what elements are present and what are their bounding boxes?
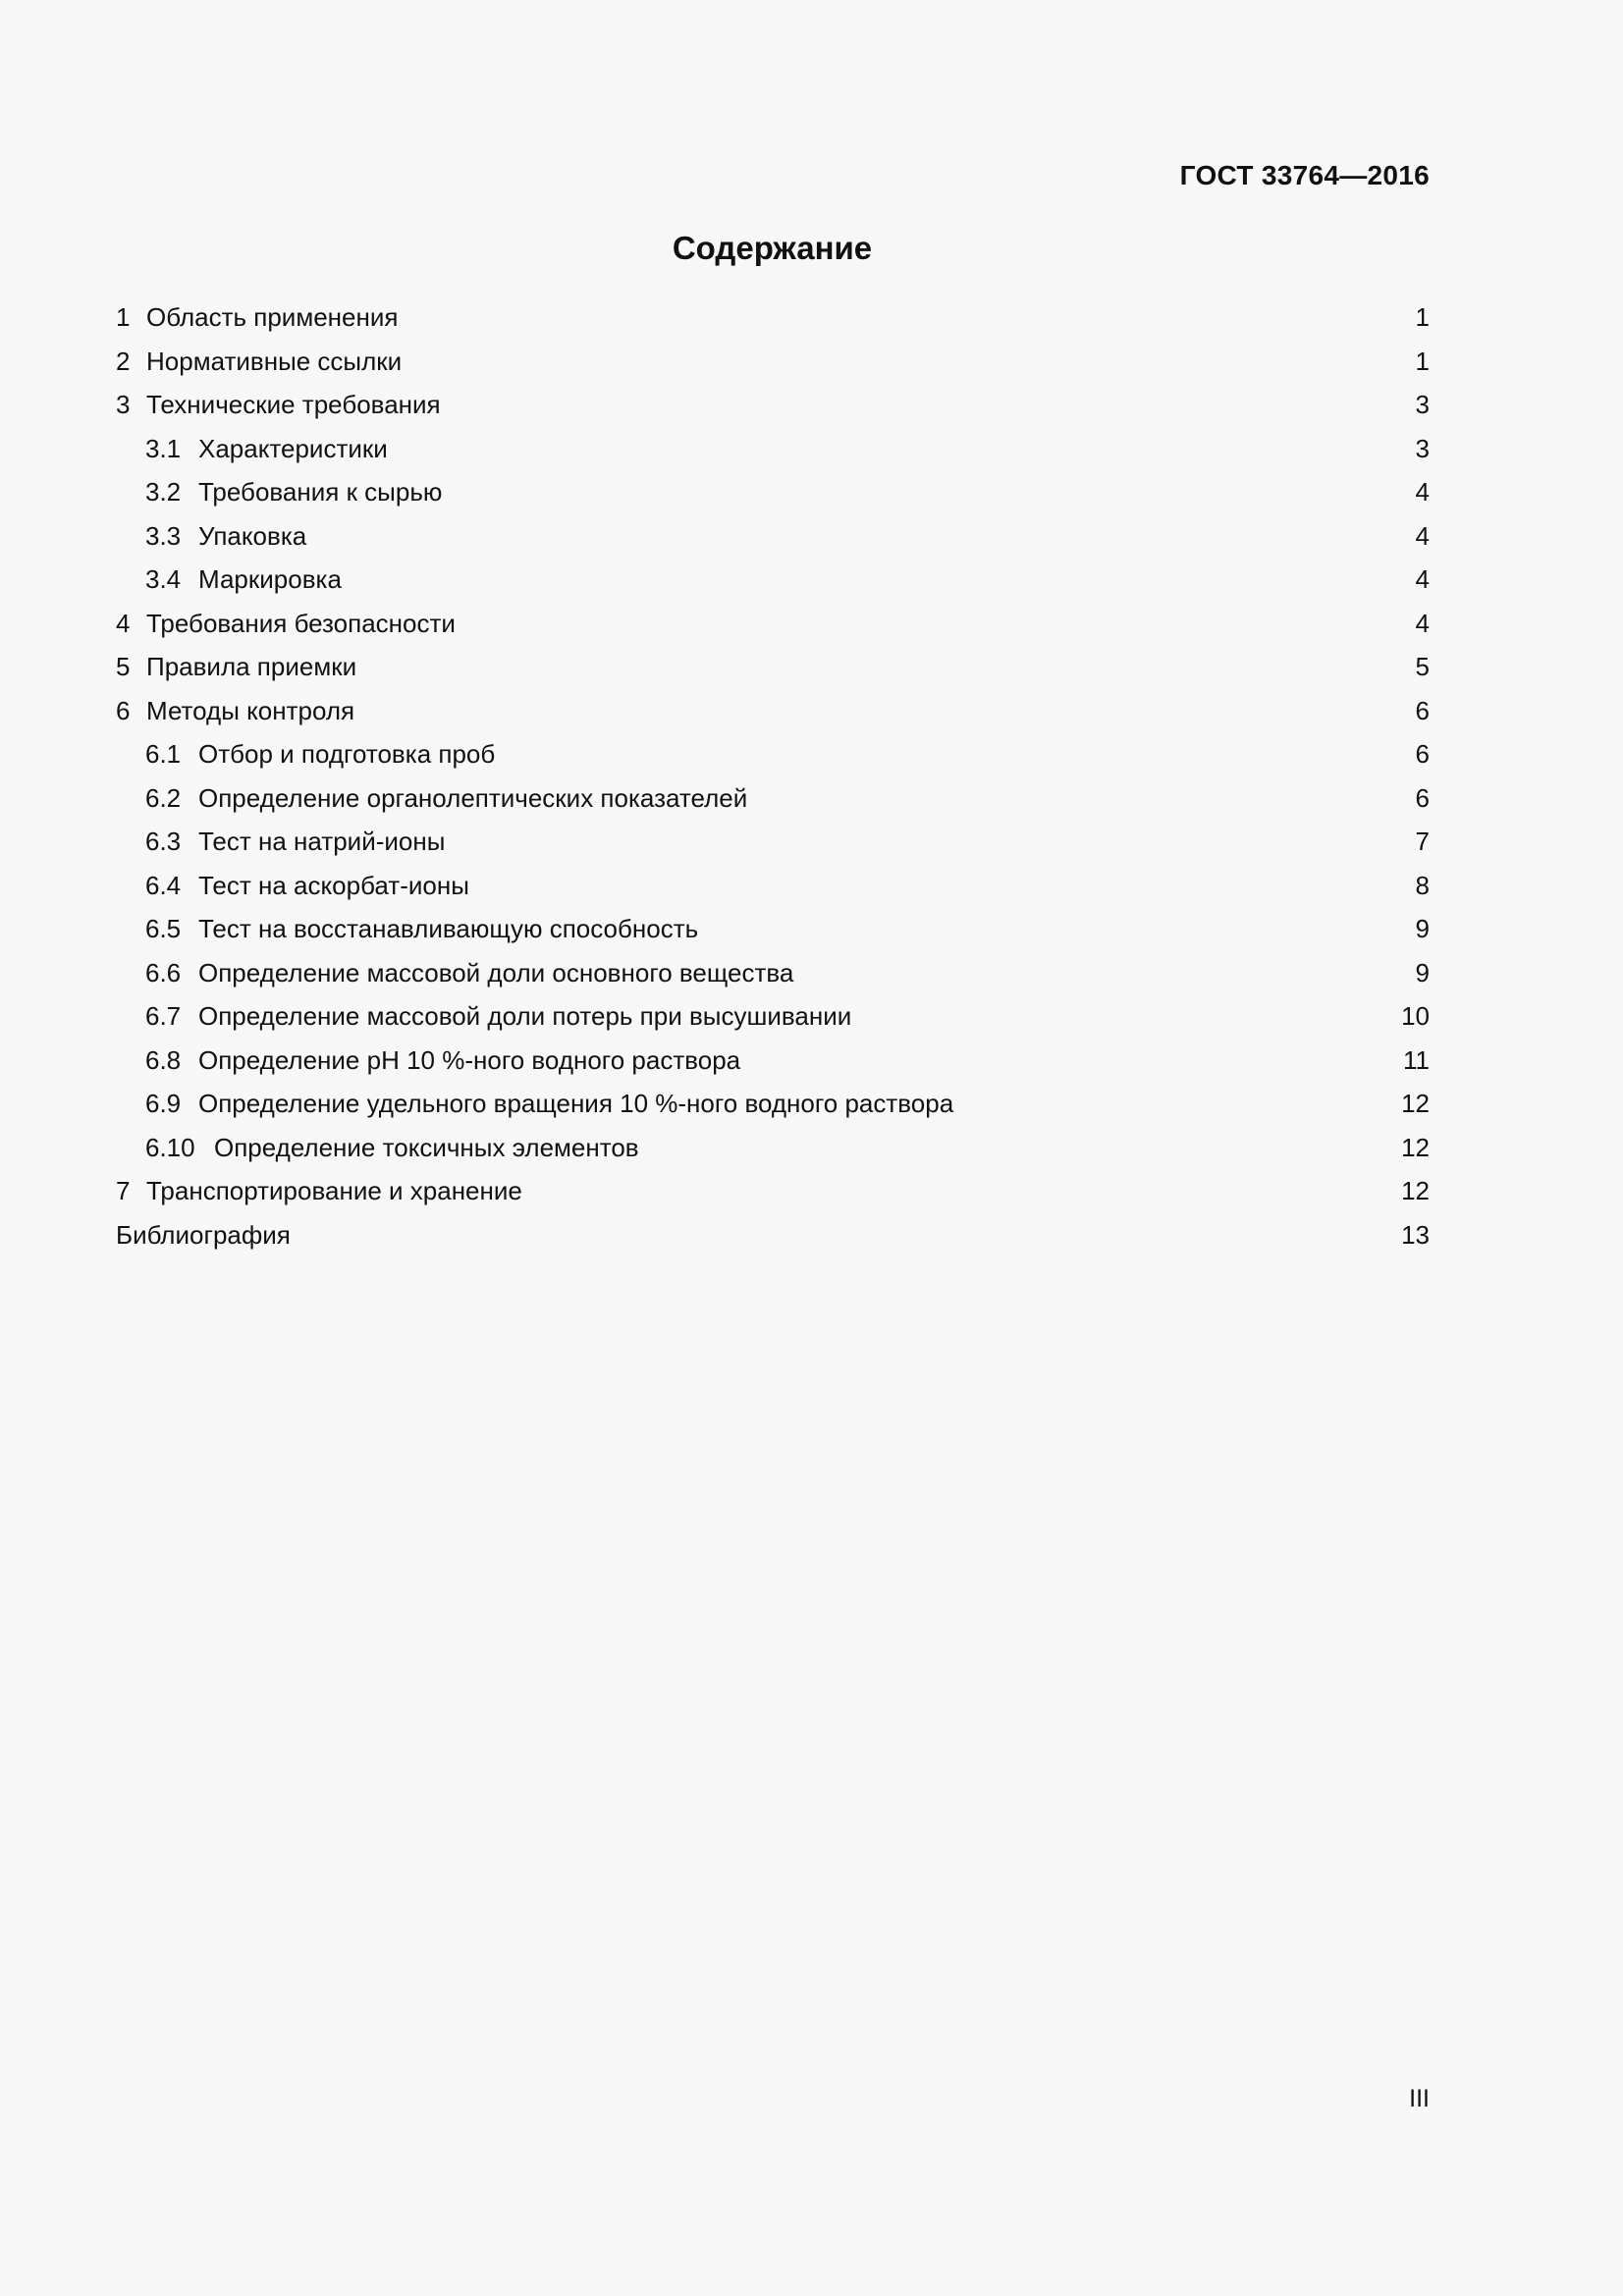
toc-entry-title: Область применения [146,302,399,332]
toc-entry-title: Определение органолептических показателей [198,782,748,813]
toc-entry-number: 6.10 [145,1132,195,1162]
toc-entry-page: 12 [1401,1132,1430,1162]
toc-entry[interactable] [116,1082,1430,1126]
toc-entry-page: 13 [1401,1219,1430,1250]
toc-entry-number: 3.4 [145,564,182,594]
toc-entry-title: Требования безопасности [146,608,456,638]
document-code: ГОСТ 33764—2016 [1179,160,1430,190]
toc-entry[interactable] [116,558,1430,602]
page-number: III [1409,2085,1430,2112]
toc-entry[interactable] [116,907,1430,951]
toc-entry[interactable] [116,864,1430,908]
toc-entry-number: 3.3 [145,520,182,551]
toc-entry[interactable] [116,1126,1430,1170]
toc-entry[interactable] [116,732,1430,776]
toc-entry[interactable] [116,470,1430,514]
toc-entry-title: Определение удельного вращения 10 %-ного водного раствора [198,1089,954,1118]
toc-entry-page: 9 [1415,914,1430,943]
toc-entry-page: 4 [1415,520,1430,551]
toc-entry-title: Определение массовой доли основного вещества [198,957,794,988]
toc-entry-page: 6 [1415,695,1430,725]
toc-entry[interactable] [116,820,1430,864]
toc-entry-page: 6 [1415,739,1430,769]
toc-entry-number: 6.1 [145,739,182,769]
toc-entry-title: Тест на восстанавливающую способность [198,914,699,943]
toc-entry-page: 3 [1415,433,1430,463]
toc-entry-number: 2 [116,346,131,376]
toc-entry-page: 10 [1401,1001,1430,1031]
toc-entry-page: 11 [1403,1044,1430,1075]
toc-entry[interactable] [116,645,1430,689]
toc-entry-page: 1 [1415,346,1430,376]
toc-entry[interactable] [116,340,1430,384]
toc-entry-title: Определение pH 10 %-ного водного раствора [198,1044,741,1075]
toc-entry-title: Требования к сырью [198,477,443,507]
toc-entry-title: Методы контроля [146,695,355,725]
toc-entry-page: 8 [1415,870,1430,900]
toc-entry[interactable] [116,994,1430,1039]
toc-entry[interactable] [116,1039,1430,1083]
toc-entry-title: Маркировка [198,564,342,594]
toc-entry-title: Технические требования [146,390,441,419]
toc-entry-number: 3 [116,390,131,419]
toc-entry-number: 6.3 [145,827,182,856]
toc-entry-number: 6.8 [145,1044,182,1075]
toc-entry-title: Определение токсичных элементов [214,1132,639,1162]
toc-entry-title: Транспортирование и хранение [146,1176,522,1205]
toc-entry-page: 4 [1415,477,1430,507]
toc-entry-title: Характеристики [198,433,388,463]
toc-entry-page: 12 [1401,1176,1430,1205]
toc-entry-page: 5 [1415,652,1430,681]
toc-entry-number: 1 [116,302,131,332]
toc-entry[interactable] [116,1213,1430,1257]
toc-entry-title: Упаковка [198,520,307,551]
toc-entry-title: Тест на натрий-ионы [198,827,446,856]
toc-entry-page: 9 [1415,957,1430,988]
toc-entry-page: 4 [1415,608,1430,638]
toc-entry-number: 6.4 [145,870,182,900]
toc-entry-number: 6.6 [145,957,182,988]
toc-entry-number: 6 [116,695,131,725]
table-of-contents [116,295,1430,1256]
toc-entry-page: 4 [1415,564,1430,594]
toc-entry-page: 12 [1401,1089,1430,1118]
toc-entry[interactable] [116,689,1430,733]
toc-entry[interactable] [116,514,1430,559]
toc-title: Содержание [672,230,873,266]
toc-entry[interactable] [116,427,1430,471]
toc-entry[interactable] [116,951,1430,995]
toc-entry-title: Определение массовой доли потерь при высушивании [198,1001,852,1031]
toc-entry-number: 5 [116,652,131,681]
toc-entry-number: 6.9 [145,1089,182,1118]
toc-entry[interactable] [116,776,1430,821]
toc-entry-title: Правила приемки [146,652,357,681]
toc-entry-number: 3.1 [145,433,182,463]
toc-entry[interactable] [116,1169,1430,1213]
toc-entry-title: Нормативные ссылки [146,346,403,376]
toc-entry-number: 6.2 [145,782,182,813]
toc-entry-title: Тест на аскорбат-ионы [198,870,469,900]
toc-entry-number: 7 [116,1176,131,1205]
toc-entry-page: 3 [1415,390,1430,419]
toc-entry-page: 7 [1415,827,1430,856]
toc-entry[interactable] [116,383,1430,427]
toc-entry-title: Библиография [116,1219,291,1250]
toc-entry-page: 1 [1415,302,1430,332]
toc-entry[interactable] [116,602,1430,646]
toc-entry-title: Отбор и подготовка проб [198,739,496,769]
toc-entry-number: 6.5 [145,914,182,943]
toc-entry-number: 6.7 [145,1001,182,1031]
toc-entry-number: 4 [116,608,131,638]
toc-entry[interactable] [116,295,1430,340]
toc-entry-number: 3.2 [145,477,182,507]
toc-entry-page: 6 [1415,782,1430,813]
